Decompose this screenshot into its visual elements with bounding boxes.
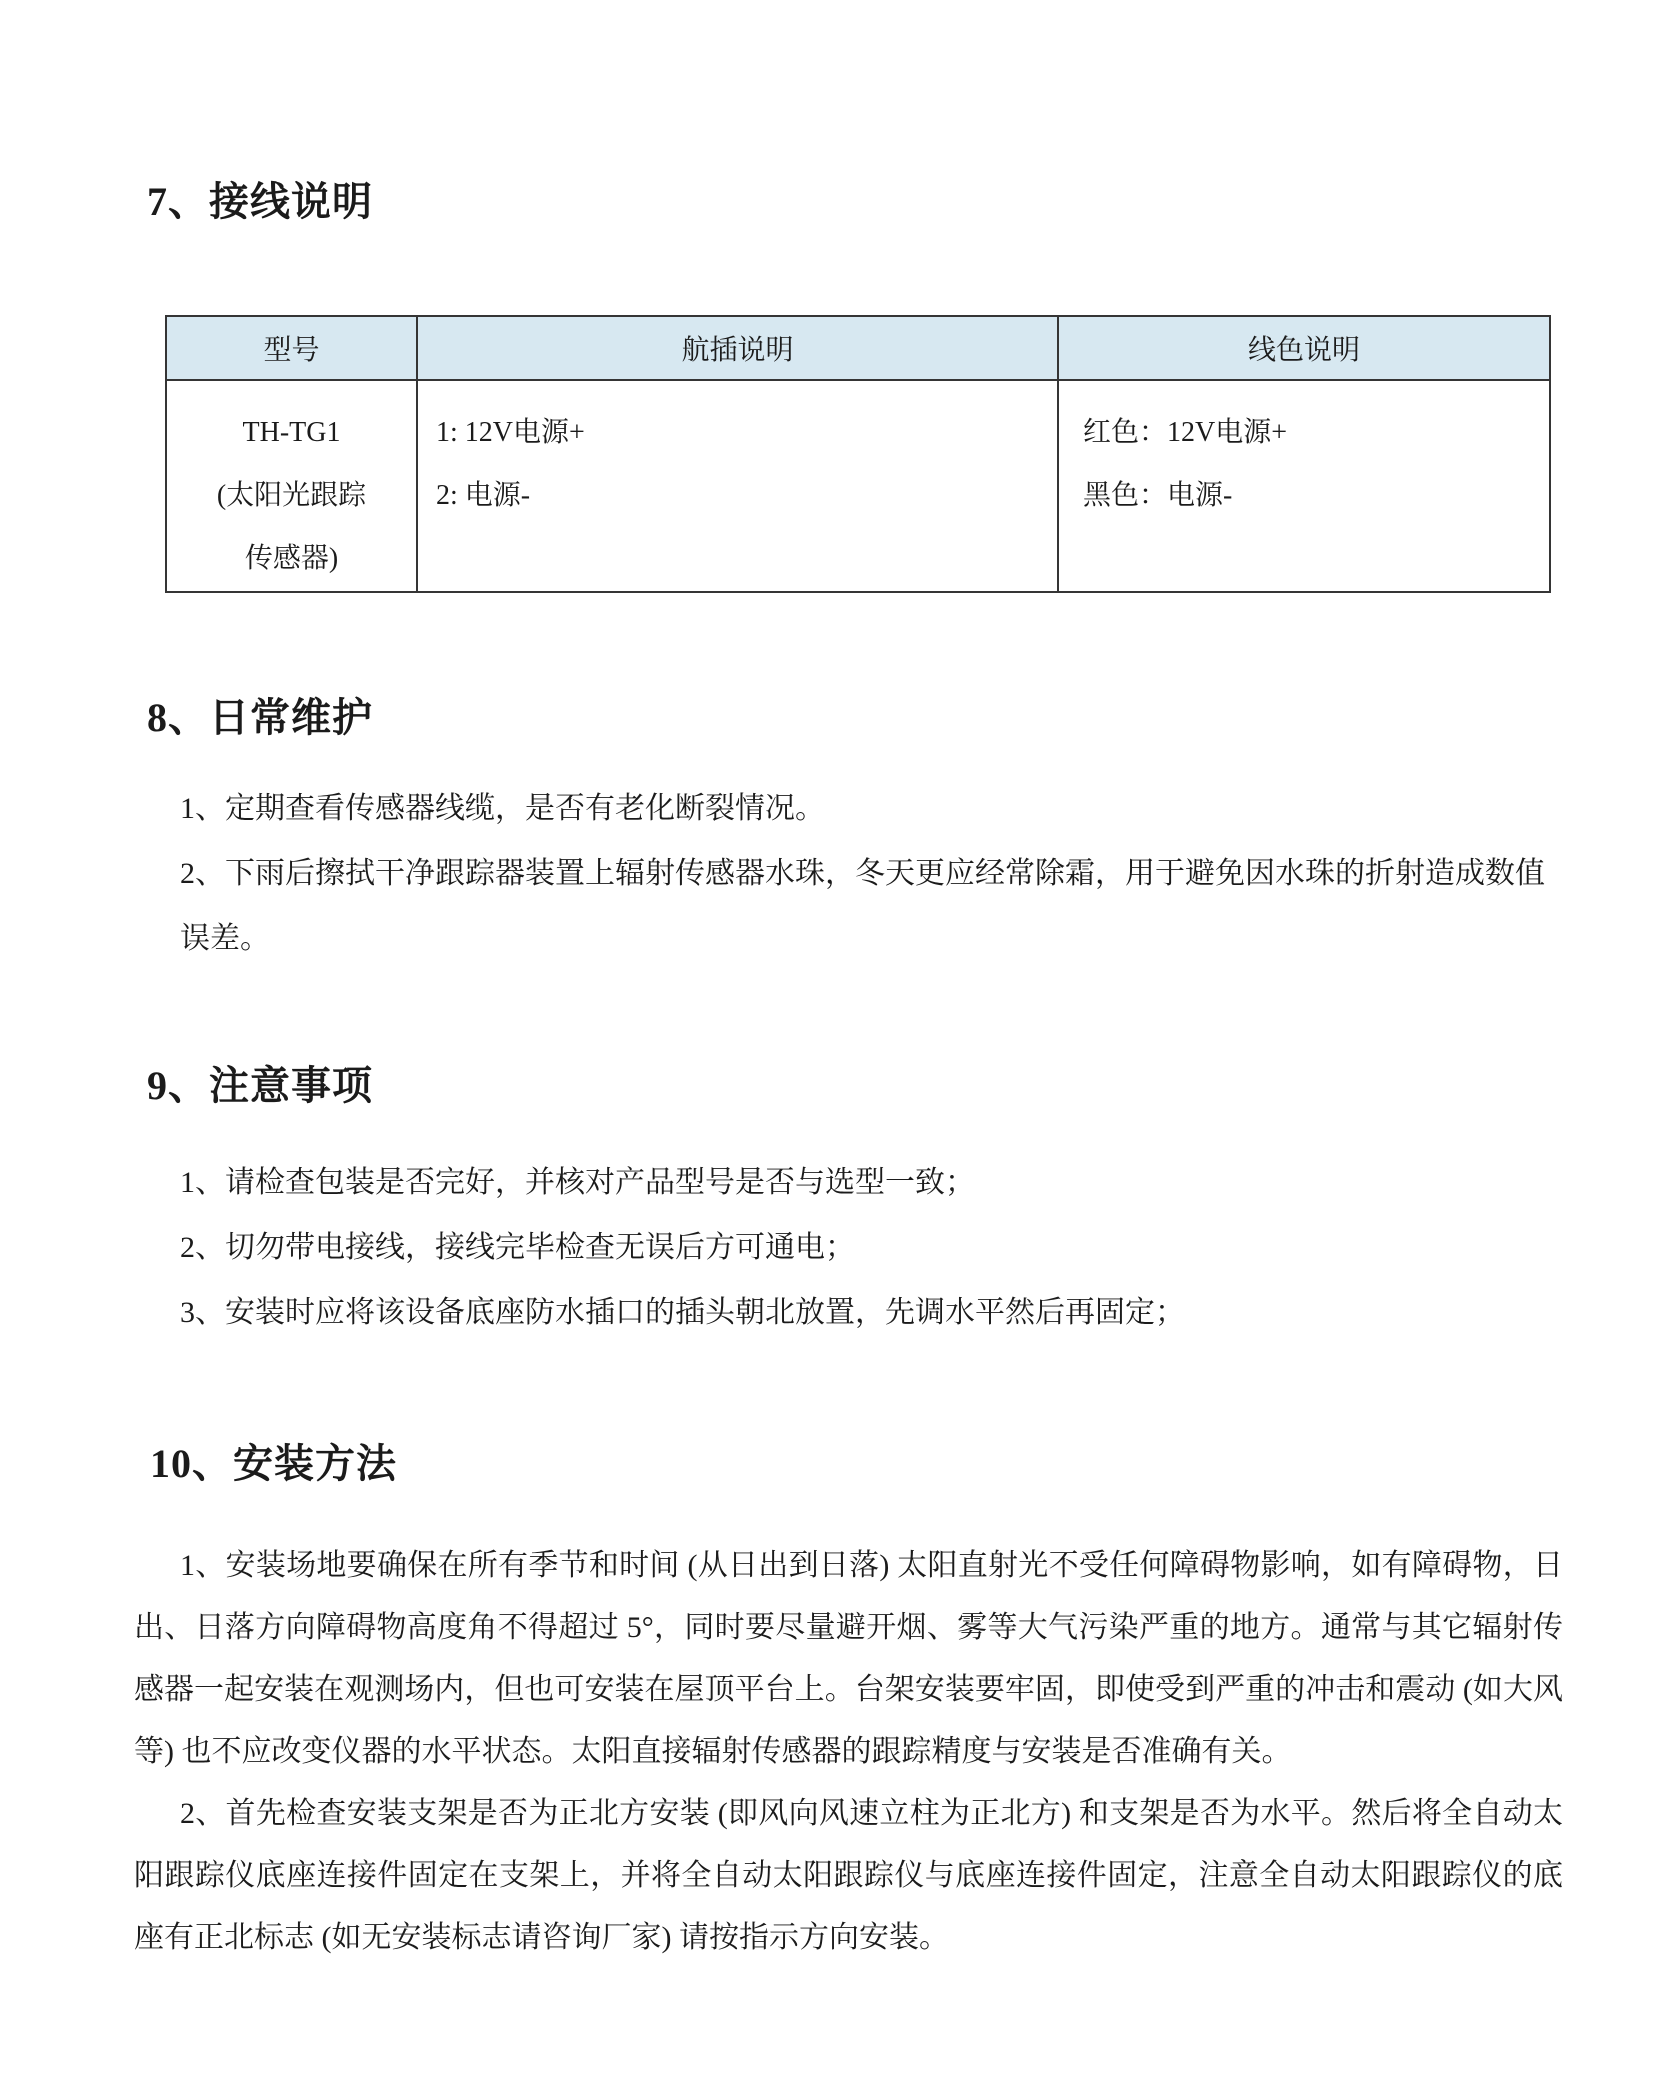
- section-heading-precautions: 9、注意事项: [147, 1063, 373, 1109]
- maintenance-item: 1、定期查看传感器线缆，是否有老化断裂情况。: [180, 792, 825, 825]
- model-line: (太阳光跟踪: [216, 480, 367, 511]
- model-line: 传感器): [244, 543, 339, 574]
- column-header-wire: 线色说明: [1058, 316, 1550, 380]
- plug-line: 1: 12V电源+: [436, 417, 585, 448]
- precaution-item: 2、切勿带电接线，接线完毕检查无误后方可通电；: [180, 1231, 855, 1264]
- plug-line: 2: 电源-: [436, 480, 531, 511]
- installation-paragraph: 1、安装场地要确保在所有季节和时间 (从日出到日落) 太阳直射光不受任何障碍物影响，如有障碍物，日出、日落方向障碍物高度角不得超过 5°，同时要尽量避开烟、雾等大气污染严重的地方。通常与其它辐射传感器一起安装在观测场内，但也可安装在屋顶平台上。台架安装要牢固，即使受到严重的冲击和震动 (如大风等) 也不应改变仪器的水平状态。太阳直接辐射传感器的跟踪精度与安装是否准确有关。: [134, 1549, 1563, 1768]
- wire-color-cell: [1058, 380, 1550, 592]
- installation-text: [134, 1535, 1563, 1969]
- model-cell: [166, 380, 417, 592]
- model-line: TH-TG1: [242, 417, 341, 448]
- wiring-table: [165, 315, 1551, 593]
- precautions-list: [180, 1150, 1563, 1345]
- maintenance-list: [180, 776, 1563, 971]
- wire-line: 黑色：电源-: [1083, 480, 1233, 511]
- section-heading-wiring: 7、接线说明: [147, 179, 373, 225]
- plug-description-cell: [417, 380, 1058, 592]
- precaution-item: 1、请检查包装是否完好，并核对产品型号是否与选型一致；: [180, 1166, 975, 1199]
- wiring-table-header-row: [166, 316, 1550, 380]
- section-heading-installation: 10、安装方法: [150, 1441, 397, 1487]
- column-header-model: 型号: [166, 316, 417, 380]
- installation-paragraph: 2、首先检查安装支架是否为正北方安装 (即风向风速立柱为正北方) 和支架是否为水平。然后将全自动太阳跟踪仪底座连接件固定在支架上，并将全自动太阳跟踪仪与底座连接件固定，注意全自动太阳跟踪仪的底座有正北标志 (如无安装标志请咨询厂家) 请按指示方向安装。: [134, 1797, 1563, 1954]
- section-heading-maintenance: 8、日常维护: [147, 695, 373, 741]
- wiring-table-container: [165, 315, 1551, 593]
- maintenance-item: 2、下雨后擦拭干净跟踪器装置上辐射传感器水珠，冬天更应经常除霜，用于避免因水珠的折射造成数值误差。: [180, 857, 1545, 955]
- wire-line: 红色：12V电源+: [1083, 417, 1288, 448]
- precaution-item: 3、安装时应将该设备底座防水插口的插头朝北放置，先调水平然后再固定；: [180, 1296, 1185, 1329]
- column-header-plug: 航插说明: [417, 316, 1058, 380]
- wiring-table-row: [166, 380, 1550, 592]
